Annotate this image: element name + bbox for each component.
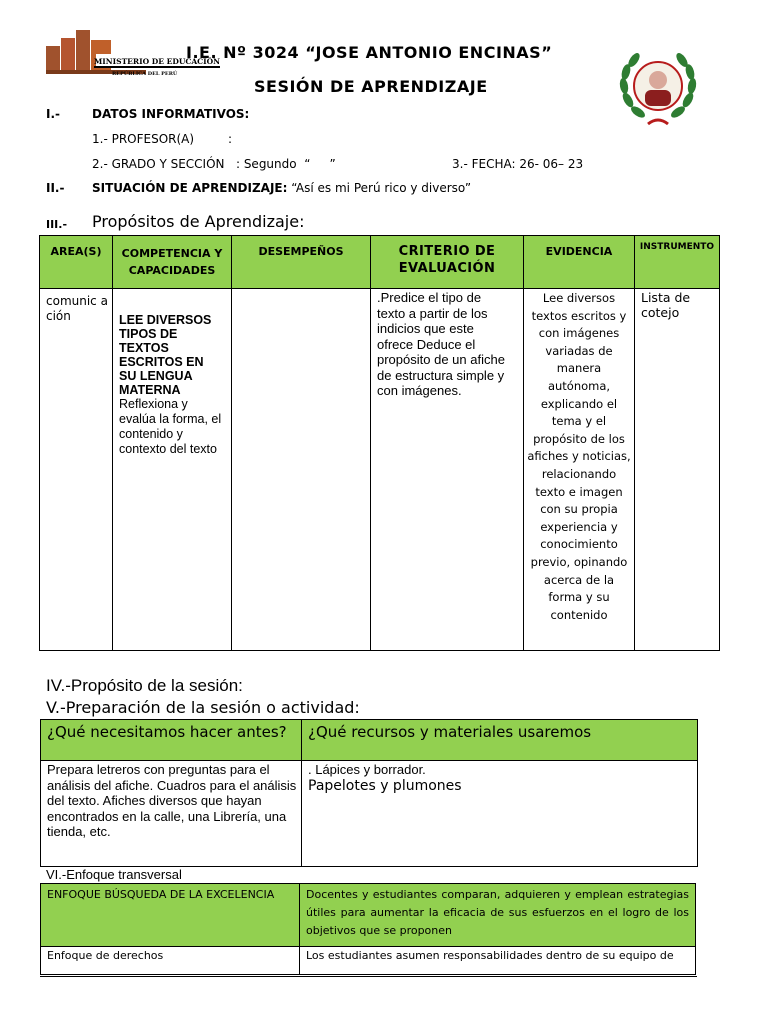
cell-criterio (371, 289, 524, 651)
prep-recursos-line2: Papelotes y plumones (308, 778, 462, 794)
header-criterio: CRITERIO DE EVALUACIÓN (371, 236, 524, 289)
profesor-label: 1.- PROFESOR(A) (92, 132, 195, 146)
situacion-line (92, 181, 471, 195)
instrumento-text: Lista de cotejo (641, 290, 691, 320)
evidencia-text: Lee diversos textos escritos y con imágenes variadas de manera autónoma, explicando el tema y el propósito de los afiches y noticias, relacionando texto e imagen con su propia experiencia y conocimiento previo, opinando acerca de la forma y su contenido (527, 291, 631, 622)
preparacion-table (40, 719, 698, 867)
logo-subtext: REPÚBLICA DEL PERÚ (112, 71, 178, 77)
page-bottom-rule (40, 976, 697, 977)
area-text: comunic ación (46, 294, 108, 323)
prep-recursos-cell (302, 761, 698, 867)
propositos-label: Propósitos de Aprendizaje: (92, 212, 305, 231)
enfoque-text-2 (300, 947, 696, 975)
cell-desempenos (232, 289, 371, 651)
propositos-num: III.- (46, 218, 68, 231)
cell-area (40, 289, 113, 651)
header-area: AREA(S) (40, 236, 113, 289)
enfoque-table (40, 883, 696, 975)
prep-antes-text: Prepara letreros con preguntas para el análisis del afiche. Cuadros para el análisis del texto. Afiches diversos que hayan encontrados en la calle, una Librería, una tienda, etc. (47, 762, 297, 839)
preparacion-label: V.-Preparación de la sesión o actividad: (46, 698, 360, 717)
school-emblem (618, 44, 698, 128)
datos-num: I.- (46, 107, 61, 121)
prep-recursos-line1: . Lápices y borrador. (308, 762, 426, 777)
enfoque-label: VI.-Enfoque transversal (46, 867, 182, 882)
situacion-value: “Así es mi Perú rico y diverso” (291, 181, 472, 195)
propositos-table (39, 235, 720, 651)
fecha-line: 3.- FECHA: 26- 06– 23 (452, 157, 584, 171)
enfoque-name-1 (41, 884, 300, 947)
enfoque-name-1-text: ENFOQUE BÚSQUEDA DE LA EXCELENCIA (47, 888, 275, 901)
enfoque-name-2 (41, 947, 300, 975)
laurel-wreath-icon (618, 44, 698, 128)
enfoque-name-2-text: Enfoque de derechos (47, 949, 164, 962)
enfoque-text-1 (300, 884, 696, 947)
profesor-colon: : (228, 132, 233, 146)
cell-competencia (113, 289, 232, 651)
header-evidencia: EVIDENCIA (524, 236, 635, 289)
header-desempenos: DESEMPEÑOS (232, 236, 371, 289)
prep-antes-cell (41, 761, 302, 867)
prep-header-recursos: ¿Qué recursos y materiales usaremos (302, 720, 698, 761)
situacion-num: II.- (46, 181, 65, 195)
situacion-label: SITUACIÓN DE APRENDIZAJE: (92, 181, 288, 195)
header-instrumento: INSTRUMENTO (635, 236, 720, 289)
header-competencia: COMPETENCIA Y CAPACIDADES (113, 236, 232, 289)
session-title: SESIÓN DE APRENDIZAJE (254, 77, 488, 96)
cell-instrumento (635, 289, 720, 651)
grado-line: 2.- GRADO Y SECCIÓN : Segundo “ ” (92, 157, 336, 171)
proposito-sesion-label: IV.-Propósito de la sesión: (46, 676, 243, 695)
criterio-text: .Predice el tipo de texto a partir de los indicios que este ofrece Deduce el propósito de un afiche de estructura simple y con imágenes. (377, 290, 505, 398)
datos-label: DATOS INFORMATIVOS: (92, 107, 250, 121)
school-title: I.E. Nº 3024 “JOSE ANTONIO ENCINAS” (186, 43, 553, 62)
enfoque-text-2-text: Los estudiantes asumen responsabilidades dentro de su equipo de (306, 949, 674, 962)
competencia-text: Reflexiona y evalúa la forma, el contenido y contexto del texto (119, 397, 222, 456)
enfoque-text-1-text: Docentes y estudiantes comparan, adquieren y emplean estrategias útiles para aumentar la eficacia de sus esfuerzos en el logro de los objetivos que se proponen (306, 888, 689, 937)
logo-text: MINISTERIO DE EDUCACIÓN (94, 57, 221, 66)
prep-header-antes: ¿Qué necesitamos hacer antes? (41, 720, 302, 761)
cell-evidencia (524, 289, 635, 651)
ministry-logo (44, 28, 221, 84)
competencia-title: LEE DIVERSOS TIPOS DE TEXTOS ESCRITOS EN SU LENGUA MATERNA (119, 313, 212, 397)
